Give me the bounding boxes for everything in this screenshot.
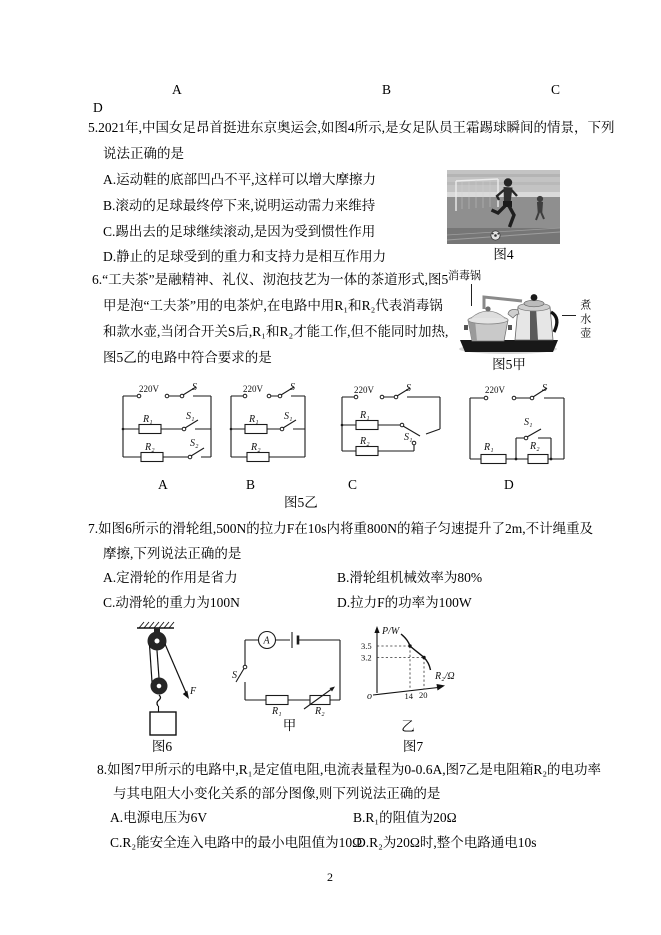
circuit-a-s2: S₂ — [190, 438, 199, 449]
circuit-a-voltage: 220V — [139, 384, 159, 394]
circuit-a-switch-s: S — [192, 382, 197, 393]
soccer-ball — [491, 231, 500, 240]
q6-line-3: 和款水壶,当闭合开关S后,R₁和R₂才能工作,但不能同时加热, — [103, 324, 449, 339]
circuit-d-switch-s: S — [542, 383, 547, 394]
q7-graph — [358, 620, 458, 702]
circuit-d-voltage: 220V — [485, 385, 505, 395]
circuit-a-r2: R₂ — [145, 442, 155, 453]
q7-option-d: D.拉力F的功率为100W — [337, 595, 472, 610]
graph-point-14-35 — [408, 644, 411, 647]
figure7-jia-caption: 甲 — [282, 718, 297, 733]
q6-line-1: 6.“工夫茶”是融精神、礼仪、沏泡技艺为一体的茶道形式,图5 — [92, 272, 449, 287]
q7-line-2: 摩擦,下列说法正确的是 — [103, 546, 242, 561]
graph-curve — [401, 634, 431, 670]
y-axis-arrow — [374, 626, 379, 633]
soccer-photo — [447, 170, 560, 244]
q7-r2-label: R₂ — [315, 706, 325, 717]
circuit-d-r1: R₁ — [484, 442, 494, 453]
hook — [157, 695, 161, 706]
q8-line-1: 8.如图7甲所示的电路中,R₁是定值电阻,电流表量程为0-0.6A,图7乙是电阻箱R₂的电功率 — [97, 762, 602, 777]
graph-point-20-32 — [422, 656, 425, 659]
page-number: 2 — [327, 870, 333, 884]
figure7-yi-caption: 乙 — [401, 719, 415, 734]
q8-option-d: D.R₂为20Ω时,整个电路通电10s — [356, 835, 537, 850]
q7-circuit-diagram — [232, 625, 347, 717]
rheostat-arrowhead — [330, 687, 336, 692]
graph-origin: o — [367, 691, 372, 702]
prev-option-b: B — [382, 82, 392, 97]
q5-option-a: A.运动鞋的底部凹凸不平,这样可以增大摩擦力 — [103, 172, 376, 187]
q5-line-2: 说法正确的是 — [103, 146, 184, 161]
figure7-caption: 图7 — [402, 739, 424, 754]
circuit-c-r1: R₁ — [360, 410, 370, 421]
graph-ylabel: P/W — [382, 626, 400, 637]
circuit-d-s1: S₁ — [524, 417, 533, 428]
prev-option-d: D — [93, 100, 103, 115]
force-arrowhead — [183, 691, 189, 699]
force-label: F — [190, 686, 197, 697]
q8-option-b: B.R₁的阻值为20Ω — [353, 810, 457, 825]
tea-stove-photo — [456, 283, 562, 356]
figure5b-caption: 图5乙 — [284, 495, 318, 510]
circuit-b-r2: R₂ — [251, 442, 261, 453]
circuit-c-voltage: 220V — [354, 385, 374, 395]
circuit-option-a — [112, 383, 218, 471]
q5-option-c: C.踢出去的足球继续滚动,是因为受到惯性作用 — [103, 224, 376, 239]
graph-ytick-35: 3.5 — [361, 641, 372, 651]
circuit-option-c — [338, 383, 450, 471]
circuit-a-s1: S₁ — [186, 411, 195, 422]
tea-label-left: 消毒锅 — [448, 270, 481, 282]
q5-option-d: D.静止的足球受到的重力和支持力是相互作用力 — [103, 249, 387, 264]
q6-circuit-label-a: A — [158, 477, 168, 492]
weight-box — [150, 712, 176, 735]
q6-line-4: 图5乙的电路中符合要求的是 — [103, 350, 272, 365]
prev-option-a: A — [172, 82, 182, 97]
circuit-option-d — [452, 383, 570, 471]
graph-xtick-20: 20 — [419, 690, 428, 700]
circuit-b-r1: R₁ — [249, 414, 259, 425]
q7-switch-label: S — [232, 670, 237, 681]
q5-line-1: 5.2021年,中国女足昂首挺进东京奥运会,如图4所示,是女足队员王霜踢球瞬间的情景，下列 — [88, 120, 615, 135]
circuit-b-s1: S₁ — [284, 411, 293, 422]
circuit-c-r2: R₂ — [360, 436, 370, 447]
q6-line-2: 甲是泡“工夫茶”用的电茶炉,在电路中用R₁和R₂代表消毒锅 — [103, 298, 443, 313]
circuit-c-s1: S₁ — [404, 432, 413, 443]
ammeter-letter: A — [263, 635, 270, 647]
q7-option-c: C.动滑轮的重力为100N — [103, 595, 240, 610]
graph-xtick-14: 14 — [404, 691, 413, 701]
pulley-diagram — [118, 616, 206, 738]
figure5a-caption: 图5甲 — [492, 357, 526, 372]
q6-circuit-label-c: C — [348, 477, 358, 492]
disinfect-pot — [464, 306, 512, 341]
graph-ytick-32: 3.2 — [361, 652, 372, 663]
x-axis-arrow — [437, 684, 446, 691]
q8-option-c: C.R₂能安全连入电路中的最小电阻值为10Ω — [110, 835, 363, 850]
q7-line-1: 7.如图6所示的滑轮组,500N的拉力F在10s内将重800N的箱子匀速提升了2m,不计绳重及 — [88, 521, 594, 536]
circuit-d-r2: R₂ — [530, 441, 540, 452]
prev-option-c: C — [551, 82, 561, 97]
circuit-a-r1: R₁ — [143, 414, 153, 425]
tea-label-right: 煮水壶 — [578, 299, 591, 341]
q7-r1-label: R₁ — [272, 706, 282, 717]
circuit-b-switch-s: S — [290, 382, 295, 393]
q7-option-a: A.定滑轮的作用是省力 — [103, 570, 238, 585]
q6-circuit-label-d: D — [504, 477, 514, 492]
graph-xlabel: R₂/Ω — [435, 671, 455, 682]
circuit-b-voltage: 220V — [243, 384, 263, 394]
q7-option-b: B.滑轮组机械效率为80% — [337, 570, 483, 585]
tea-label-right-pointer — [562, 315, 576, 316]
q6-circuit-label-b: B — [246, 477, 256, 492]
q8-line-2: 与其电阻大小变化关系的部分图像,则下列说法正确的是 — [113, 786, 441, 801]
q8-option-a: A.电源电压为6V — [110, 810, 208, 825]
circuit-option-b — [226, 383, 311, 471]
circuit-c-switch-s: S — [406, 383, 411, 394]
figure4-caption: 图4 — [493, 247, 514, 262]
q5-option-b: B.滚动的足球最终停下来,说明运动需力来维持 — [103, 198, 376, 213]
figure6-caption: 图6 — [151, 739, 173, 754]
